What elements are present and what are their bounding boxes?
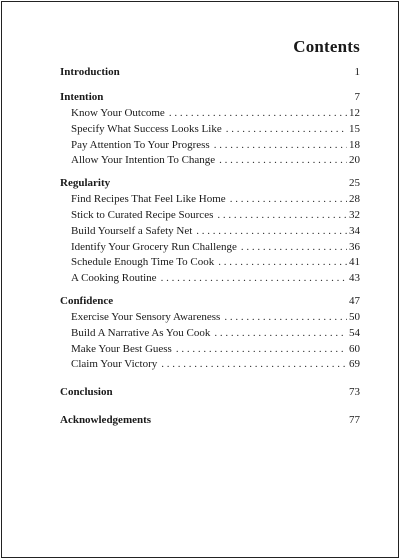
dot-leader (161, 271, 347, 287)
toc-chapter-title: Introduction (60, 66, 120, 78)
dot-leader (230, 192, 347, 208)
toc-chapter-confidence[interactable] (60, 293, 360, 310)
toc-section-title: Stick to Curated Recipe Sources (71, 208, 214, 221)
toc-page-number: 15 (349, 122, 360, 135)
dot-leader (214, 326, 347, 342)
dot-leader (217, 208, 347, 224)
dot-leader (226, 122, 347, 138)
toc-section[interactable] (60, 310, 360, 326)
toc-chapter-introduction[interactable] (60, 64, 360, 81)
toc-section-title: Schedule Enough Time To Cook (71, 256, 215, 269)
dot-leader (219, 153, 347, 169)
toc-page-number: 25 (349, 177, 360, 190)
toc-page-number: 41 (349, 256, 360, 269)
toc-page-number: 54 (349, 326, 360, 339)
toc-section-title: Find Recipes That Feel Like Home (71, 193, 226, 206)
toc-section-title: Build A Narrative As You Cook (71, 326, 211, 339)
toc-section[interactable] (60, 153, 360, 169)
toc-page-number: 12 (349, 107, 360, 119)
toc-section[interactable] (60, 224, 360, 240)
toc-section-title: Make Your Best Guess (71, 342, 172, 355)
toc-section-title: Identify Your Grocery Run Challenge (71, 240, 237, 253)
toc-page-number: 1 (354, 66, 360, 78)
dot-leader (241, 240, 347, 256)
toc-chapter-title: Intention (60, 91, 104, 103)
toc-section[interactable] (60, 138, 360, 154)
toc-page-number: 60 (349, 342, 360, 355)
toc-section[interactable] (60, 192, 360, 208)
dot-leader (176, 342, 347, 358)
toc-chapter-intention[interactable] (60, 89, 360, 106)
dot-leader (169, 106, 347, 122)
toc-page-number: 77 (349, 414, 360, 427)
toc-section-title: Exercise Your Sensory Awareness (71, 310, 221, 323)
table-of-contents (60, 64, 360, 429)
toc-section-title: Specify What Success Looks Like (71, 122, 222, 135)
toc-section-title: A Cooking Routine (71, 272, 157, 285)
toc-chapter-conclusion[interactable] (60, 384, 360, 401)
toc-chapter-title: Conclusion (60, 386, 113, 399)
toc-page-number: 20 (349, 154, 360, 167)
toc-section[interactable] (60, 106, 360, 122)
toc-chapter-title: Regularity (60, 177, 111, 190)
toc-section-title: Allow Your Intention To Change (71, 154, 216, 167)
toc-page-number: 32 (349, 208, 360, 221)
toc-page-number: 28 (349, 193, 360, 206)
toc-section[interactable] (60, 271, 360, 287)
toc-page-number: 36 (349, 240, 360, 253)
dot-leader (224, 310, 347, 326)
toc-page-number: 73 (349, 386, 360, 399)
toc-page-number: 47 (349, 294, 360, 307)
toc-section[interactable] (60, 357, 360, 373)
dot-leader (218, 255, 347, 271)
toc-chapter-regularity[interactable] (60, 175, 360, 192)
toc-page-number: 34 (349, 224, 360, 237)
dot-leader (161, 357, 347, 373)
toc-page-number: 50 (349, 310, 360, 323)
toc-page-number: 43 (349, 272, 360, 285)
dot-leader (196, 224, 347, 240)
toc-page-number: 7 (354, 91, 360, 103)
toc-page-number: 69 (349, 358, 360, 371)
toc-section-title: Claim Your Victory (71, 358, 158, 371)
toc-page-number: 18 (349, 138, 360, 151)
toc-section[interactable] (60, 240, 360, 256)
toc-section-title: Know Your Outcome (71, 107, 165, 119)
toc-chapter-acknowledgements[interactable] (60, 412, 360, 429)
toc-chapter-title: Confidence (60, 294, 114, 307)
toc-section[interactable] (60, 208, 360, 224)
contents-heading: Contents (293, 37, 360, 56)
toc-chapter-title: Acknowledgements (60, 414, 152, 427)
toc-section[interactable] (60, 122, 360, 138)
dot-leader (214, 138, 347, 154)
toc-section[interactable] (60, 326, 360, 342)
toc-section[interactable] (60, 255, 360, 271)
toc-section-title: Build Yourself a Safety Net (71, 224, 193, 237)
toc-section[interactable] (60, 342, 360, 358)
toc-section-title: Pay Attention To Your Progress (71, 138, 210, 151)
